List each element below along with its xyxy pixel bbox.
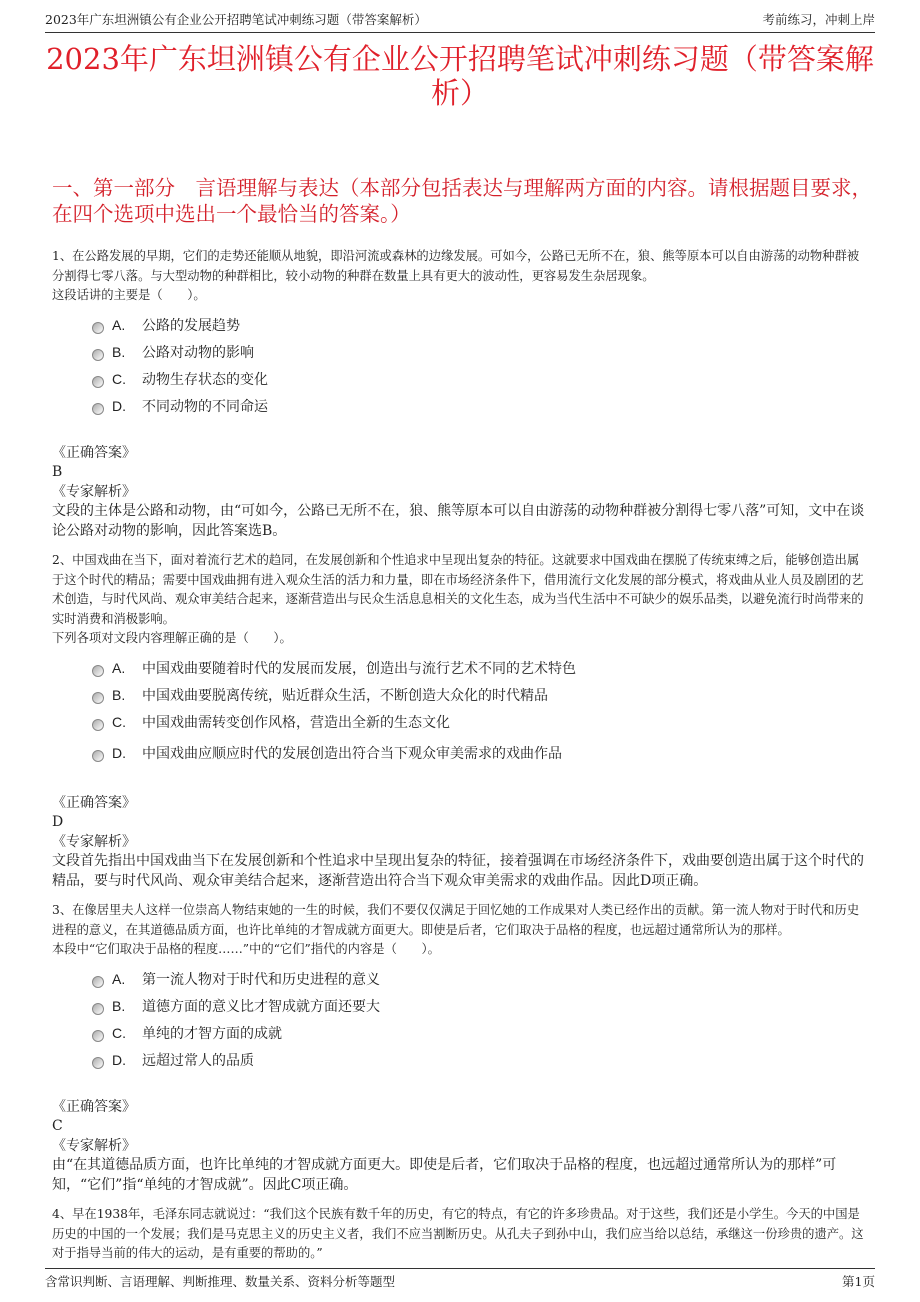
option-text: 公路对动物的影响 [142,345,254,361]
question-2 [52,551,868,891]
option-letter: D. [112,744,126,761]
question-prompt: 下列各项对文段内容理解正确的是（ ）。 [52,631,292,645]
option-text: 动物生存状态的变化 [142,372,268,388]
option-letter: A. [112,317,126,333]
option-b[interactable] [92,993,868,1020]
option-text: 公路的发展趋势 [142,318,240,334]
option-text: 单纯的才智方面的成就 [142,1026,282,1042]
option-letter: A. [112,660,126,676]
option-letter: C. [112,714,126,730]
option-b[interactable] [92,682,868,709]
question-stem: 2、中国戏曲在当下，面对着流行艺术的趋同，在发展创新和个性追求中呈现出复杂的特征。这就要求中国戏曲在摆脱了传统束缚之后，能够创造出属于这个时代的精品；需要中国戏曲拥有进入观众生活的活力和力量，即在市场经济条件下，借用流行文化发展的部分模式，将戏曲从业人员及剧团的艺术创造，与时代风尚、观众审美结合起来，逐渐营造出与民众生活息息相关的文化生态，成为当代生活中不可缺少的娱乐品类，以避免流行时尚带来的实时消费和消极影响。 [52,553,864,626]
answer-label: 《正确答案》 [52,794,136,811]
option-d[interactable] [92,393,868,420]
question-stem: 4、早在1938年，毛泽东同志就说过：“我们这个民族有数千年的历史，有它的特点，有它的许多珍贵品。对于这些，我们还是小学生。今天的中国是历史的中国的一个发展；我们是马克思主义的历史主义者，我们不应当割断历史。从孔夫子到孙中山，我们应当给以总结，承继这一份珍贵的遗产。这对于指导当前的伟大的运动，是有重要的帮助的。” [52,1207,864,1260]
question-prompt: 这段话讲的主要是（ ）。 [52,288,206,302]
answer-value: D [52,814,64,830]
option-letter: C. [112,1025,126,1041]
questions-container [52,247,868,1274]
question-4 [52,1205,868,1264]
radio-icon[interactable] [92,692,104,704]
radio-icon[interactable] [92,403,104,415]
option-c[interactable] [92,709,868,736]
question-1 [52,247,868,541]
analysis-label: 《专家解析》 [52,1137,136,1154]
answer-value: B [52,464,63,480]
answer-value: C [52,1118,63,1134]
header-doc-title: 2023年广东坦洲镇公有企业公开招聘笔试冲刺练习题（带答案解析） [45,12,427,27]
section-heading: 一、第一部分 言语理解与表达（本部分包括表达与理解两方面的内容。请根据题目要求，在四个选项中选出一个最恰当的答案。） [52,176,872,226]
answer-label: 《正确答案》 [52,444,136,461]
question-stem: 3、在像居里夫人这样一位崇高人物结束她的一生的时候，我们不要仅仅满足于回忆她的工作成果对人类已经作出的贡献。第一流人物对于时代和历史进程的意义，在其道德品质方面，也许比单纯的才智成就方面更大。即使是后者，它们取决于品格的程度，也远超过通常所认为的那样。 [52,903,860,937]
analysis-label: 《专家解析》 [52,833,136,850]
option-letter: B. [112,998,126,1014]
radio-icon[interactable] [92,719,104,731]
option-text: 不同动物的不同命运 [142,399,268,415]
header-slogan: 考前练习，冲刺上岸 [762,12,875,27]
footer-description: 含常识判断、言语理解、判断推理、数量关系、资料分析等题型 [45,1274,396,1289]
question-prompt: 本段中“它们取决于品格的程度……”中的“它们”指代的内容是（ ）。 [52,942,440,956]
option-text: 中国戏曲要随着时代的发展而发展，创造出与流行艺术不同的艺术特色 [142,661,576,677]
option-text: 第一流人物对于时代和历史进程的意义 [142,972,380,988]
page-footer [45,1268,875,1290]
analysis-text: 文段首先指出中国戏曲当下在发展创新和个性追求中呈现出复杂的特征，接着强调在市场经济条件下，戏曲要创造出属于这个时代的精品，要与时代风尚、观众审美结合起来，逐渐营造出符合当下观众审美需求的戏曲作品。因此D项正确。 [52,853,864,889]
option-c[interactable] [92,366,868,393]
option-text: 中国戏曲应顺应时代的发展创造出符合当下观众审美需求的戏曲作品 [142,745,562,762]
option-a[interactable] [92,655,868,682]
option-letter: C. [112,371,126,387]
radio-icon[interactable] [92,976,104,988]
watermark: www.zixin.com.cn [330,601,788,666]
radio-icon[interactable] [92,1003,104,1015]
option-letter: D. [112,398,126,414]
option-a[interactable] [92,966,868,993]
analysis-text: 文段的主体是公路和动物，由“可如今，公路已无所不在，狼、熊等原本可以自由游荡的动物种群被分割得七零八落”可知，文中在谈论公路对动物的影响，因此答案选B。 [52,503,865,539]
option-c[interactable] [92,1020,868,1047]
option-b[interactable] [92,339,868,366]
option-text: 道德方面的意义比才智成就方面还要大 [142,999,380,1015]
document-title: 2023年广东坦洲镇公有企业公开招聘笔试冲刺练习题（带答案解析） [46,42,874,110]
option-d[interactable] [92,736,868,770]
option-d[interactable] [92,1047,868,1074]
option-a[interactable] [92,312,868,339]
option-letter: B. [112,344,126,360]
option-text: 中国戏曲需转变创作风格，营造出全新的生态文化 [142,715,450,731]
option-letter: A. [112,971,126,987]
answer-label: 《正确答案》 [52,1098,136,1115]
option-text: 中国戏曲要脱离传统，贴近群众生活，不断创造大众化的时代精品 [142,688,548,704]
radio-icon[interactable] [92,322,104,334]
page-header [45,10,875,33]
option-letter: D. [112,1052,126,1068]
analysis-label: 《专家解析》 [52,483,136,500]
page-number: 第1页 [842,1274,875,1289]
radio-icon[interactable] [92,1030,104,1042]
option-text: 远超过常人的品质 [142,1053,254,1069]
radio-icon[interactable] [92,665,104,677]
radio-icon[interactable] [92,1057,104,1069]
radio-icon[interactable] [92,750,104,762]
analysis-text: 由“在其道德品质方面，也许比单纯的才智成就方面更大。即使是后者，它们取决于品格的程度，也远超过通常所认为的那样”可知，“它们”指“单纯的才智成就”。因此C项正确。 [52,1157,837,1193]
radio-icon[interactable] [92,349,104,361]
question-stem: 1、在公路发展的早期，它们的走势还能顺从地貌，即沿河流或森林的边缘发展。可如今，公路已无所不在，狼、熊等原本可以自由游荡的动物种群被分割得七零八落。与大型动物的种群相比，较小动物的种群在数量上具有更大的波动性，更容易发生杂居现象。 [52,249,860,283]
option-letter: B. [112,687,126,703]
radio-icon[interactable] [92,376,104,388]
question-3 [52,901,868,1195]
